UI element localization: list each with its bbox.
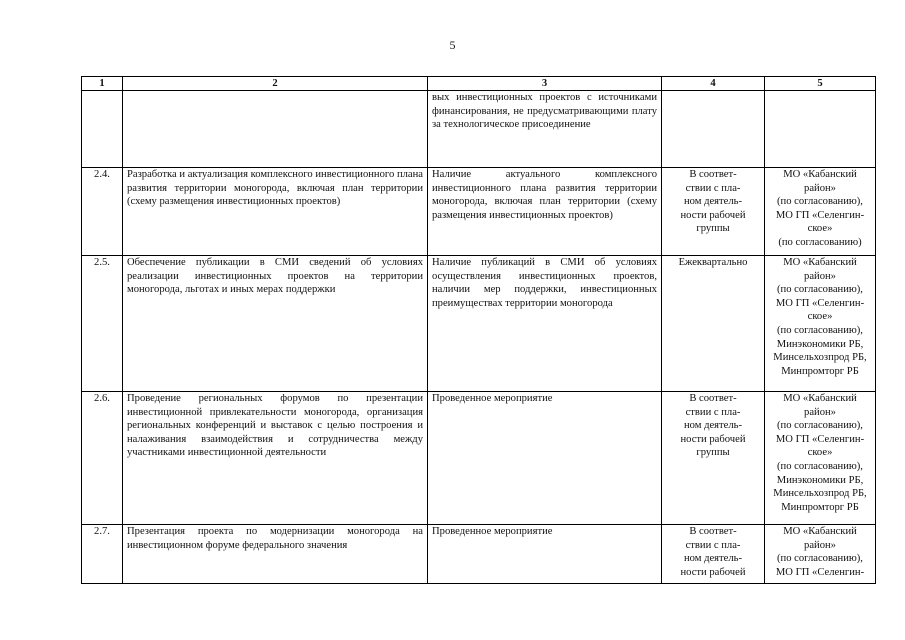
cell-line: ское» [807,223,833,235]
header-cell-3: 3 [428,77,662,91]
cell-line: (по согласованию), [777,196,863,208]
row-description [123,91,428,168]
row-description: Проведение региональных форумов по презентации инвестиционной привлекательности моногорода, организация региональных конференций и выставок с целью построения и налаживания взаимодействия и сотрудничества между участниками инвестиционной деятельности [123,392,428,525]
cell-line: (по согласованию) [778,236,862,248]
cell-line: ское» [807,447,833,459]
row-number: 2.6. [82,392,123,525]
cell-line: В соответ- [689,393,737,404]
table-row [82,392,876,525]
cell-line: Минсельхозпрод РБ, [773,488,867,500]
cell-line: В соответ- [689,169,737,180]
table-header-row [82,77,876,91]
cell-line: Минпромторг РБ [781,365,859,377]
row-executors [765,256,876,392]
table-row [82,256,876,392]
cell-line: ности рабочей [680,566,746,578]
cell-line: МО «Кабанский [783,393,857,404]
cell-line: ствии с пла- [685,406,741,418]
header-cell-2: 2 [123,77,428,91]
cell-line: МО ГП «Селенгин- [775,566,865,578]
header-cell-4: 4 [662,77,765,91]
table-row [82,168,876,256]
row-result: вых инвестиционных проектов с источниками финансирования, не предусматривающими плату за технологическое присоединение [428,91,662,168]
page-number: 5 [449,38,456,52]
header-cell-5: 5 [765,77,876,91]
cell-line: группы [696,223,730,235]
row-number [82,91,123,168]
header-cell-1: 1 [82,77,123,91]
row-number: 2.5. [82,256,123,392]
action-plan-table [81,76,876,584]
cell-line: ствии с пла- [685,182,741,194]
cell-line: (по согласованию), [777,420,863,432]
cell-line: (по согласованию), [777,284,863,296]
cell-line: МО ГП «Селенгин- [775,433,865,445]
row-result: Проведенное мероприятие [428,392,662,525]
cell-line: Минэкономики РБ, [776,474,864,486]
cell-line: район» [804,270,836,282]
cell-line: район» [804,182,836,194]
row-description: Разработка и актуализация комплексного инвестиционного плана развития территории моногорода, включая план территории (схему размещения инвестиционных проектов) [123,168,428,256]
row-executors [765,91,876,168]
cell-line: В соответ- [689,526,737,537]
cell-line: МО ГП «Селенгин- [775,209,865,221]
row-period [662,525,765,584]
row-number: 2.7. [82,525,123,584]
row-executors [765,525,876,584]
row-period [662,392,765,525]
cell-line: МО «Кабанский [783,526,857,537]
cell-line: Минпромторг РБ [781,501,859,513]
row-period [662,256,765,392]
cell-line: ности рабочей [680,209,746,221]
cell-line: ном деятель- [683,196,743,208]
cell-line: МО ГП «Селенгин- [775,297,865,309]
cell-line: Минэкономики РБ, [776,338,864,350]
cell-line: район» [804,539,836,551]
cell-line: (по согласованию), [777,460,863,472]
cell-line: ности рабочей [680,433,746,445]
row-executors [765,392,876,525]
table-row [82,525,876,584]
row-number: 2.4. [82,168,123,256]
cell-line: район» [804,406,836,418]
row-description: Презентация проекта по модернизации моногорода на инвестиционном форуме федерального значения [123,525,428,584]
cell-line: (по согласованию), [777,553,863,565]
cell-line: Ежеквартально [678,257,748,268]
row-description: Обеспечение публикации в СМИ сведений об условиях реализации инвестиционных проектов на территории моногорода, льготах и иных мерах поддержки [123,256,428,392]
cell-line: ствии с пла- [685,539,741,551]
cell-line: МО «Кабанский [783,169,857,180]
cell-line: ном деятель- [683,553,743,565]
cell-line: (по согласованию), [777,324,863,336]
cell-line: ном деятель- [683,420,743,432]
row-result: Наличие актуального комплексного инвестиционного плана развития территории моногорода, включая план территории (схему размещения инвестиционных проектов) [428,168,662,256]
cell-line: группы [696,447,730,459]
table-row-continuation [82,91,876,168]
cell-line: МО «Кабанский [783,257,857,268]
row-result: Наличие публикаций в СМИ об условиях осуществления инвестиционных проектов, наличии мер поддержки, инвестиционных преимуществах территории моногорода [428,256,662,392]
row-period [662,91,765,168]
row-period [662,168,765,256]
row-executors [765,168,876,256]
cell-line: Минсельхозпрод РБ, [773,352,867,364]
row-result: Проведенное мероприятие [428,525,662,584]
cell-line: ское» [807,311,833,323]
